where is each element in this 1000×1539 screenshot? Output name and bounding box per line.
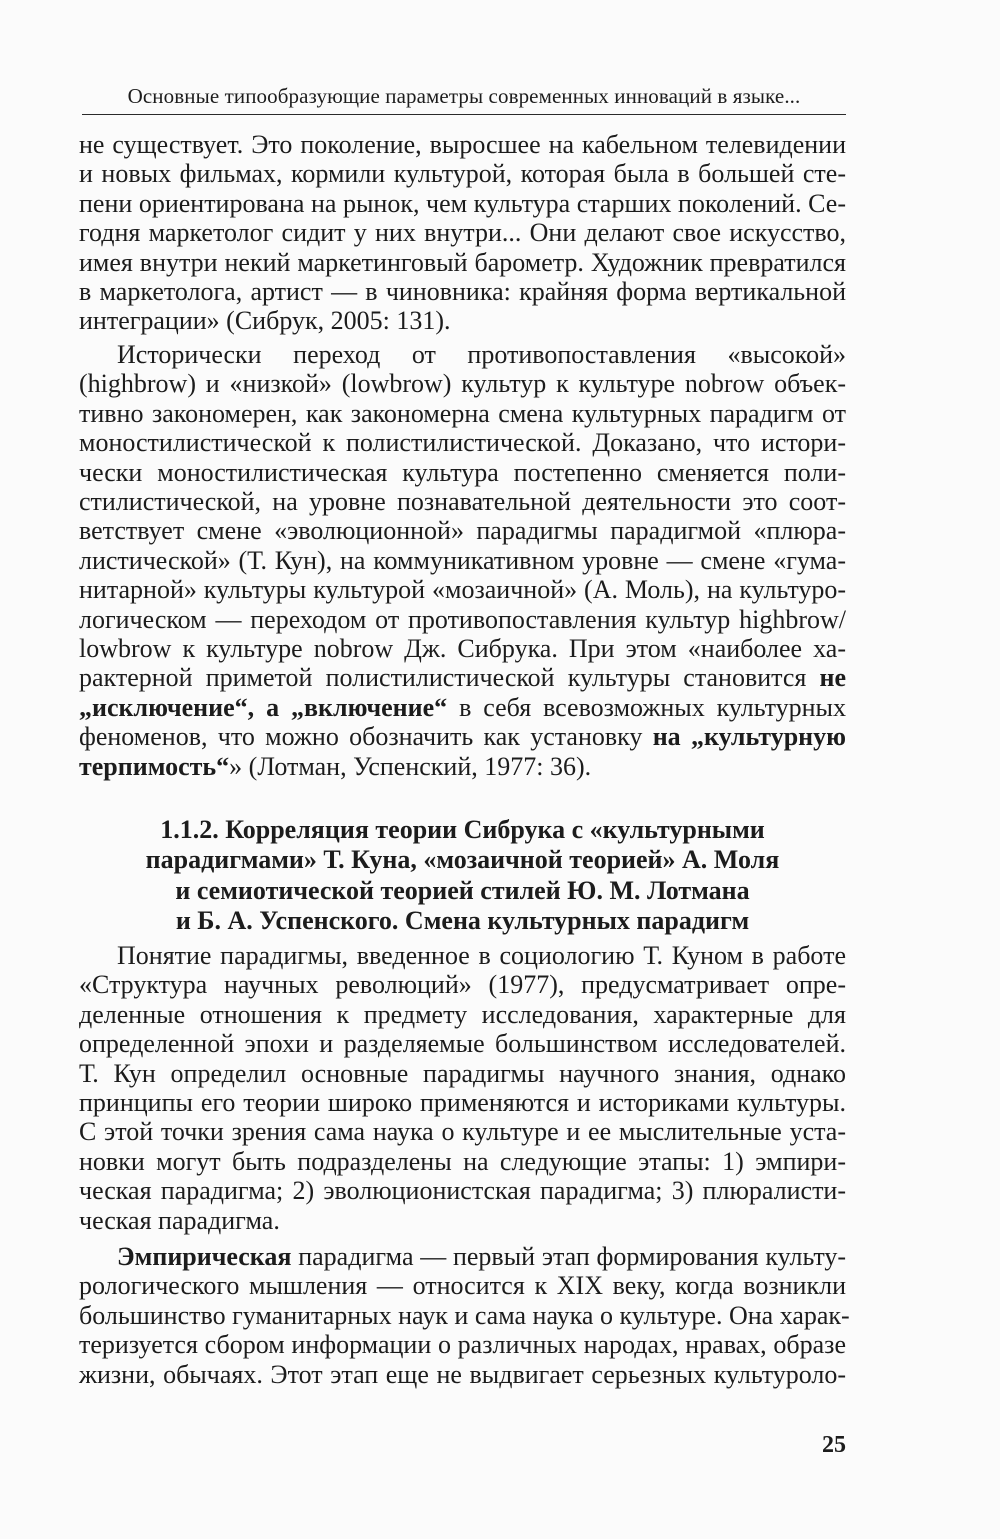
heading-line: парадигмами» Т. Куна, «мозаичной теорией» А. Моля <box>145 845 780 875</box>
text-line <box>79 1242 846 1271</box>
text-line: С этой точки зрения сама наука о культуре и ее мыслительные уста- <box>79 1117 846 1147</box>
text-line: пени ориентирована на рынок, чем культура старших поколений. Се- <box>79 188 846 218</box>
text-line: ветствует смене «эволюционной» парадигмы парадигмой «плюра- <box>79 516 846 546</box>
text-line: интеграции» (Сибрук, 2005: 131). <box>79 306 451 336</box>
paragraph-historical-transition <box>79 340 846 781</box>
text-line: принципы его теории широко применяются и историками культуры. <box>79 1088 846 1118</box>
text-line: новки могут быть подразделены на следующие этапы: 1) эмпири- <box>79 1146 846 1176</box>
text-line: ческая парадигма. <box>79 1205 280 1235</box>
text-line: не существует. Это поколение, выросшее на кабельном телевидении <box>79 130 846 159</box>
text-line <box>79 663 846 692</box>
text-normal: » (Лотман, Успенский, 1977: 36). <box>229 751 592 781</box>
text-line: определенной эпохи и разделяемые большинством исследователей. <box>79 1029 846 1059</box>
heading-line: и семиотической теорией стилей Ю. М. Лотмана <box>175 875 750 905</box>
paragraph-quote-continuation <box>79 130 846 336</box>
text-line: Т. Кун определил основные парадигмы научного знания, однако <box>79 1058 846 1088</box>
text-line: в маркетолога, артист — в чиновника: крайняя форма вертикальной <box>79 277 846 307</box>
text-line: листической» (Т. Кун), на коммуникативном уровне — смене «гума- <box>79 545 846 575</box>
section-heading <box>79 815 846 936</box>
text-line: (highbrow) и «низкой» (lowbrow) культур к культуре nobrow объек- <box>79 369 846 399</box>
text-line: логическом — переходом от противопоставления культур highbrow/ <box>79 604 846 634</box>
text-line: «Структура научных революций» (1977), предусматривает опре- <box>79 970 846 1000</box>
text-line: большинство гуманитарных наук и сама наука о культуре. Она харак- <box>79 1300 850 1330</box>
text-line: тивно закономерен, как закономерна смена культурных парадигм от <box>79 398 846 428</box>
text-line: lowbrow к культуре nobrow Дж. Сибрука. При этом «наиболее ха- <box>79 634 846 664</box>
running-header: Основные типообразующие параметры современных инноваций в языке... <box>127 84 801 108</box>
text-line: и новых фильмах, кормили культурой, которая была в большей сте- <box>79 159 846 189</box>
text-normal: парадигма — первый этап формирования культу- <box>298 1242 847 1271</box>
text-line: ческая парадигма; 2) эволюционистская парадигма; 3) плюралисти- <box>79 1176 846 1206</box>
text-line: Исторически переход от противопоставления «высокой» <box>117 340 846 369</box>
text-line: рологического мышления — относится к XIX веку, когда возникли <box>79 1271 846 1301</box>
header-rule <box>82 114 846 115</box>
text-bold: на „культурную <box>652 722 847 752</box>
text-line: чески моностилистическая культура постепенно сменяется поли- <box>79 457 846 487</box>
text-line: годня маркетолог сидит у них внутри... Они делают свое искусство, <box>79 218 846 248</box>
text-line: нитарной» культуры культурой «мозаичной» (А. Моль), на культуро- <box>79 575 846 605</box>
text-bold: не <box>819 663 847 693</box>
text-line: деленные отношения к предмету исследования, характерные для <box>79 999 846 1029</box>
text-bold: Эмпирическая <box>117 1242 292 1271</box>
text-line <box>79 752 846 781</box>
text-line: моностилистической к полистилистической. Доказано, что истори- <box>79 428 846 458</box>
text-line: стилистической, на уровне познавательной деятельности это соот- <box>79 487 846 517</box>
heading-line: и Б. А. Успенского. Смена культурных парадигм <box>175 905 750 935</box>
text-bold: „исключение“, а „включение“ <box>79 692 448 722</box>
text-line <box>79 722 846 751</box>
text-line: имея внутри некий маркетинговый барометр. Художник превратился <box>79 247 846 277</box>
page-number: 25 <box>822 1432 846 1458</box>
text-normal: в себя всевозможных культурных <box>459 692 846 722</box>
heading-line: 1.1.2. Корреляция теории Сибрука с «культурными <box>160 815 765 844</box>
text-line: Понятие парадигмы, введенное в социологию Т. Куном в работе <box>117 941 846 970</box>
text-line: теризуется сбором информации о различных народах, нравах, образе <box>79 1330 846 1360</box>
text-line: жизни, обычаях. Этот этап еще не выдвигает серьезных культуроло- <box>79 1359 846 1389</box>
paragraph-paradigm-concept <box>79 941 846 1235</box>
text-bold: терпимость“ <box>79 751 230 781</box>
paragraph-empirical-paradigm <box>79 1242 850 1389</box>
text-line <box>79 693 846 722</box>
text-normal: феноменов, что можно обозначить как установку <box>79 722 643 752</box>
text-normal: рактерной приметой полистилистической культуры становится <box>79 663 807 693</box>
